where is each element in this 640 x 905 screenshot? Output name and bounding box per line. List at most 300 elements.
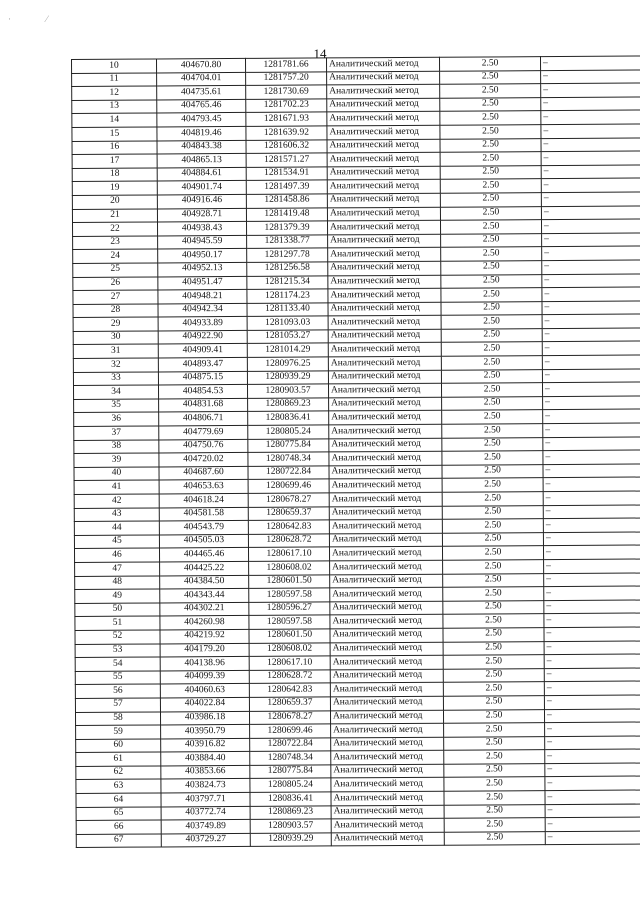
y-coordinate-cell: 1280642.83	[248, 520, 329, 534]
point-number-cell: 23	[73, 236, 158, 250]
x-coordinate-cell: 404618.24	[159, 493, 248, 507]
point-number-cell: 19	[72, 181, 157, 195]
method-cell: Аналитический метод	[329, 411, 442, 425]
y-coordinate-cell: 1280678.27	[248, 493, 329, 507]
y-coordinate-cell: 1281215.34	[247, 275, 328, 289]
point-number-cell: 46	[74, 548, 159, 562]
accuracy-cell: 2.50	[442, 424, 543, 438]
method-cell: Аналитический метод	[330, 642, 443, 656]
accuracy-cell: 2.50	[441, 261, 542, 275]
x-coordinate-cell: 404893.47	[158, 357, 247, 371]
point-number-cell: 59	[76, 725, 161, 739]
x-coordinate-cell: 403749.89	[161, 820, 250, 834]
method-cell: Аналитический метод	[327, 84, 440, 98]
x-coordinate-cell: 404687.60	[159, 466, 248, 480]
accuracy-cell: 2.50	[444, 736, 545, 750]
method-cell: Аналитический метод	[328, 370, 441, 384]
accuracy-cell: 2.50	[444, 750, 545, 764]
accuracy-cell: 2.50	[440, 152, 541, 166]
x-coordinate-cell: 403824.73	[161, 779, 250, 793]
note-cell: –	[544, 695, 640, 709]
note-cell: –	[541, 219, 640, 233]
method-cell: Аналитический метод	[329, 438, 442, 452]
y-coordinate-cell: 1281781.66	[245, 58, 326, 72]
x-coordinate-cell: 404950.17	[158, 249, 247, 263]
method-cell: Аналитический метод	[328, 383, 441, 397]
point-number-cell: 13	[72, 100, 157, 114]
point-number-cell: 41	[74, 480, 159, 494]
accuracy-cell: 2.50	[440, 193, 541, 207]
method-cell: Аналитический метод	[327, 220, 440, 234]
point-number-cell: 67	[76, 834, 161, 848]
note-cell: –	[545, 736, 640, 750]
point-number-cell: 38	[74, 440, 159, 454]
y-coordinate-cell: 1280722.84	[250, 738, 331, 752]
x-coordinate-cell: 404670.80	[157, 58, 246, 72]
x-coordinate-cell: 404779.69	[159, 425, 248, 439]
x-coordinate-cell: 404735.61	[157, 86, 246, 100]
y-coordinate-cell: 1281534.91	[246, 167, 327, 181]
y-coordinate-cell: 1280836.41	[248, 411, 329, 425]
y-coordinate-cell: 1281297.78	[247, 248, 328, 262]
x-coordinate-cell: 404831.68	[159, 398, 248, 412]
x-coordinate-cell: 403950.79	[161, 725, 250, 739]
y-coordinate-cell: 1280628.72	[248, 534, 329, 548]
note-cell: –	[543, 396, 640, 410]
point-number-cell: 29	[73, 317, 158, 331]
point-number-cell: 22	[72, 222, 157, 236]
note-cell: –	[544, 681, 640, 695]
method-cell: Аналитический метод	[331, 805, 444, 819]
method-cell: Аналитический метод	[330, 683, 443, 697]
accuracy-cell: 2.50	[443, 573, 544, 587]
note-cell: –	[543, 477, 640, 491]
x-coordinate-cell: 404952.13	[158, 262, 247, 276]
x-coordinate-cell: 404951.47	[158, 276, 247, 290]
note-cell: –	[542, 246, 640, 260]
x-coordinate-cell: 404099.39	[160, 670, 249, 684]
note-cell: –	[541, 110, 640, 124]
y-coordinate-cell: 1280722.84	[248, 466, 329, 480]
point-number-cell: 11	[72, 73, 157, 87]
note-cell: –	[545, 817, 640, 831]
accuracy-cell: 2.50	[442, 492, 543, 506]
point-number-cell: 66	[76, 820, 161, 834]
x-coordinate-cell: 404793.45	[157, 113, 246, 127]
accuracy-cell: 2.50	[441, 342, 542, 356]
x-coordinate-cell: 404704.01	[157, 72, 246, 86]
method-cell: Аналитический метод	[330, 669, 443, 683]
note-cell: –	[543, 505, 640, 519]
x-coordinate-cell: 404942.34	[158, 303, 247, 317]
x-coordinate-cell: 404843.38	[157, 140, 246, 154]
point-number-cell: 63	[76, 779, 161, 793]
accuracy-cell: 2.50	[444, 818, 545, 832]
accuracy-cell: 2.50	[443, 709, 544, 723]
method-cell: Аналитический метод	[329, 506, 442, 520]
y-coordinate-cell: 1280617.10	[248, 547, 329, 561]
point-number-cell: 10	[72, 59, 157, 73]
accuracy-cell: 2.50	[441, 288, 542, 302]
note-cell: –	[541, 124, 640, 138]
accuracy-cell: 2.50	[441, 247, 542, 261]
y-coordinate-cell: 1280608.02	[249, 561, 330, 575]
note-cell: –	[545, 831, 640, 845]
y-coordinate-cell: 1280608.02	[249, 642, 330, 656]
x-coordinate-cell: 404543.79	[159, 521, 248, 535]
point-number-cell: 36	[74, 412, 159, 426]
note-cell: –	[541, 151, 640, 165]
y-coordinate-cell: 1280939.29	[250, 833, 331, 847]
method-cell: Аналитический метод	[330, 560, 443, 574]
note-cell: –	[541, 178, 640, 192]
x-coordinate-cell: 404806.71	[159, 412, 248, 426]
method-cell: Аналитический метод	[330, 615, 443, 629]
note-cell: –	[545, 776, 640, 790]
accuracy-cell: 2.50	[443, 600, 544, 614]
x-coordinate-cell: 404179.20	[160, 643, 249, 657]
method-cell: Аналитический метод	[329, 533, 442, 547]
point-number-cell: 27	[73, 290, 158, 304]
method-cell: Аналитический метод	[330, 710, 443, 724]
accuracy-cell: 2.50	[442, 532, 543, 546]
accuracy-cell: 2.50	[443, 614, 544, 628]
coordinates-table	[71, 56, 640, 849]
note-cell: –	[544, 573, 640, 587]
y-coordinate-cell: 1280601.50	[249, 574, 330, 588]
y-coordinate-cell: 1281379.39	[246, 221, 327, 235]
note-cell: –	[545, 722, 640, 736]
accuracy-cell: 2.50	[442, 505, 543, 519]
point-number-cell: 35	[74, 399, 159, 413]
accuracy-cell: 2.50	[441, 233, 542, 247]
method-cell: Аналитический метод	[327, 193, 440, 207]
accuracy-cell: 2.50	[440, 220, 541, 234]
method-cell: Аналитический метод	[331, 737, 444, 751]
x-coordinate-cell: 404343.44	[160, 589, 249, 603]
y-coordinate-cell: 1280678.27	[249, 710, 330, 724]
note-cell: –	[544, 709, 640, 723]
note-cell: –	[541, 97, 640, 111]
point-number-cell: 25	[73, 263, 158, 277]
accuracy-cell: 2.50	[440, 84, 541, 98]
note-cell: –	[543, 423, 640, 437]
table-row	[76, 831, 640, 848]
method-cell: Аналитический метод	[327, 152, 440, 166]
note-cell: –	[542, 287, 640, 301]
note-cell: –	[542, 369, 640, 383]
point-number-cell: 45	[74, 535, 159, 549]
y-coordinate-cell: 1280659.37	[248, 507, 329, 521]
accuracy-cell: 2.50	[444, 831, 545, 845]
x-coordinate-cell: 404465.46	[159, 548, 248, 562]
method-cell: Аналитический метод	[327, 112, 440, 126]
y-coordinate-cell: 1280597.58	[249, 588, 330, 602]
x-coordinate-cell: 404060.63	[160, 684, 249, 698]
note-cell: –	[542, 341, 640, 355]
method-cell: Аналитический метод	[331, 723, 444, 737]
accuracy-cell: 2.50	[443, 628, 544, 642]
x-coordinate-cell: 403853.66	[161, 765, 250, 779]
y-coordinate-cell: 1280976.25	[247, 357, 328, 371]
note-cell: –	[543, 491, 640, 505]
x-coordinate-cell: 404581.58	[159, 507, 248, 521]
coordinates-table-body	[72, 56, 640, 848]
x-coordinate-cell: 403916.82	[161, 738, 250, 752]
y-coordinate-cell: 1280836.41	[250, 792, 331, 806]
y-coordinate-cell: 1280659.37	[249, 697, 330, 711]
y-coordinate-cell: 1280617.10	[249, 656, 330, 670]
point-number-cell: 28	[73, 304, 158, 318]
y-coordinate-cell: 1281606.32	[246, 140, 327, 154]
y-coordinate-cell: 1281671.93	[246, 112, 327, 126]
accuracy-cell: 2.50	[444, 763, 545, 777]
accuracy-cell: 2.50	[444, 723, 545, 737]
note-cell: –	[541, 165, 640, 179]
y-coordinate-cell: 1281174.23	[247, 289, 328, 303]
y-coordinate-cell: 1281458.86	[246, 194, 327, 208]
x-coordinate-cell: 404854.53	[158, 385, 247, 399]
accuracy-cell: 2.50	[442, 464, 543, 478]
point-number-cell: 51	[75, 616, 160, 630]
note-cell: –	[545, 749, 640, 763]
note-cell: –	[541, 138, 640, 152]
x-coordinate-cell: 404260.98	[160, 616, 249, 630]
x-coordinate-cell: 404302.21	[160, 602, 249, 616]
point-number-cell: 33	[73, 372, 158, 386]
x-coordinate-cell: 404653.63	[159, 480, 248, 494]
method-cell: Аналитический метод	[331, 764, 444, 778]
method-cell: Аналитический метод	[329, 451, 442, 465]
point-number-cell: 48	[75, 576, 160, 590]
method-cell: Аналитический метод	[329, 479, 442, 493]
y-coordinate-cell: 1280805.24	[250, 778, 331, 792]
accuracy-cell: 2.50	[440, 165, 541, 179]
point-number-cell: 54	[75, 657, 160, 671]
point-number-cell: 20	[72, 195, 157, 209]
accuracy-cell: 2.50	[442, 451, 543, 465]
x-coordinate-cell: 404720.02	[159, 453, 248, 467]
point-number-cell: 16	[72, 141, 157, 155]
method-cell: Аналитический метод	[330, 696, 443, 710]
y-coordinate-cell: 1280596.27	[249, 602, 330, 616]
point-number-cell: 43	[74, 508, 159, 522]
note-cell: –	[542, 301, 640, 315]
note-cell: –	[543, 437, 640, 451]
method-cell: Аналитический метод	[328, 234, 441, 248]
point-number-cell: 15	[72, 127, 157, 141]
x-coordinate-cell: 404901.74	[157, 181, 246, 195]
accuracy-cell: 2.50	[444, 777, 545, 791]
x-coordinate-cell: 404750.76	[159, 439, 248, 453]
point-number-cell: 18	[72, 168, 157, 182]
point-number-cell: 37	[74, 426, 159, 440]
y-coordinate-cell: 1280601.50	[249, 629, 330, 643]
x-coordinate-cell: 404933.89	[158, 317, 247, 331]
point-number-cell: 44	[74, 521, 159, 535]
point-number-cell: 47	[75, 562, 160, 576]
method-cell: Аналитический метод	[330, 587, 443, 601]
x-coordinate-cell: 404909.41	[158, 344, 247, 358]
note-cell: –	[542, 260, 640, 274]
point-number-cell: 42	[74, 494, 159, 508]
y-coordinate-cell: 1281338.77	[247, 235, 328, 249]
method-cell: Аналитический метод	[326, 57, 439, 71]
method-cell: Аналитический метод	[329, 492, 442, 506]
x-coordinate-cell: 403797.71	[161, 792, 250, 806]
accuracy-cell: 2.50	[443, 641, 544, 655]
method-cell: Аналитический метод	[328, 329, 441, 343]
x-coordinate-cell: 404505.03	[159, 534, 248, 548]
note-cell: –	[541, 83, 640, 97]
accuracy-cell: 2.50	[441, 383, 542, 397]
method-cell: Аналитический метод	[328, 343, 441, 357]
note-cell: –	[545, 763, 640, 777]
method-cell: Аналитический метод	[328, 275, 441, 289]
method-cell: Аналитический метод	[328, 261, 441, 275]
point-number-cell: 40	[74, 467, 159, 481]
point-number-cell: 12	[72, 86, 157, 100]
method-cell: Аналитический метод	[330, 574, 443, 588]
point-number-cell: 60	[76, 739, 161, 753]
accuracy-cell: 2.50	[440, 125, 541, 139]
note-cell: –	[542, 328, 640, 342]
method-cell: Аналитический метод	[329, 424, 442, 438]
x-coordinate-cell: 404928.71	[157, 208, 246, 222]
y-coordinate-cell: 1280748.34	[248, 452, 329, 466]
note-cell: –	[543, 545, 640, 559]
method-cell: Аналитический метод	[331, 751, 444, 765]
method-cell: Аналитический метод	[328, 316, 441, 330]
point-number-cell: 14	[72, 113, 157, 127]
accuracy-cell: 2.50	[444, 791, 545, 805]
method-cell: Аналитический метод	[330, 628, 443, 642]
y-coordinate-cell: 1280903.57	[247, 384, 328, 398]
y-coordinate-cell: 1281571.27	[246, 153, 327, 167]
scan-mark: ⁄	[46, 14, 48, 24]
note-cell: –	[541, 70, 640, 84]
y-coordinate-cell: 1281133.40	[247, 303, 328, 317]
method-cell: Аналитический метод	[328, 248, 441, 262]
accuracy-cell: 2.50	[442, 519, 543, 533]
note-cell: –	[544, 654, 640, 668]
note-cell: –	[542, 382, 640, 396]
accuracy-cell: 2.50	[442, 396, 543, 410]
point-number-cell: 26	[73, 276, 158, 290]
y-coordinate-cell: 1280748.34	[250, 751, 331, 765]
note-cell: –	[545, 804, 640, 818]
method-cell: Аналитический метод	[329, 519, 442, 533]
point-number-cell: 31	[73, 344, 158, 358]
x-coordinate-cell: 404916.46	[157, 194, 246, 208]
x-coordinate-cell: 403986.18	[160, 711, 249, 725]
note-cell: –	[543, 532, 640, 546]
y-coordinate-cell: 1281702.23	[246, 99, 327, 113]
method-cell: Аналитический метод	[330, 601, 443, 615]
y-coordinate-cell: 1280628.72	[249, 670, 330, 684]
point-number-cell: 17	[72, 154, 157, 168]
accuracy-cell: 2.50	[443, 696, 544, 710]
point-number-cell: 21	[72, 209, 157, 223]
method-cell: Аналитический метод	[328, 356, 441, 370]
note-cell: –	[544, 600, 640, 614]
accuracy-cell: 2.50	[440, 138, 541, 152]
accuracy-cell: 2.50	[440, 70, 541, 84]
y-coordinate-cell: 1280939.29	[247, 371, 328, 385]
y-coordinate-cell: 1280699.46	[248, 479, 329, 493]
x-coordinate-cell: 404875.15	[158, 371, 247, 385]
accuracy-cell: 2.50	[441, 274, 542, 288]
x-coordinate-cell: 404425.22	[160, 561, 249, 575]
y-coordinate-cell: 1280699.46	[250, 724, 331, 738]
point-number-cell: 62	[76, 766, 161, 780]
x-coordinate-cell: 404865.13	[157, 154, 246, 168]
note-cell: –	[541, 192, 640, 206]
point-number-cell: 30	[73, 331, 158, 345]
note-cell: –	[540, 56, 640, 70]
x-coordinate-cell: 403729.27	[161, 833, 250, 847]
y-coordinate-cell: 1281256.58	[247, 262, 328, 276]
note-cell: –	[544, 668, 640, 682]
point-number-cell: 34	[73, 385, 158, 399]
note-cell: –	[541, 206, 640, 220]
y-coordinate-cell: 1281014.29	[247, 343, 328, 357]
point-number-cell: 55	[75, 671, 160, 685]
point-number-cell: 56	[75, 684, 160, 698]
method-cell: Аналитический метод	[329, 547, 442, 561]
method-cell: Аналитический метод	[331, 778, 444, 792]
y-coordinate-cell: 1280869.23	[250, 806, 331, 820]
x-coordinate-cell: 404945.59	[158, 235, 247, 249]
point-number-cell: 61	[76, 752, 161, 766]
accuracy-cell: 2.50	[442, 410, 543, 424]
note-cell: –	[544, 559, 640, 573]
accuracy-cell: 2.50	[440, 111, 541, 125]
accuracy-cell: 2.50	[443, 587, 544, 601]
x-coordinate-cell: 404219.92	[160, 629, 249, 643]
y-coordinate-cell: 1280805.24	[248, 425, 329, 439]
y-coordinate-cell: 1280869.23	[248, 398, 329, 412]
page-number: 14	[313, 46, 327, 61]
y-coordinate-cell: 1281093.03	[247, 316, 328, 330]
method-cell: Аналитический метод	[331, 818, 444, 832]
x-coordinate-cell: 404922.90	[158, 330, 247, 344]
note-cell: –	[545, 790, 640, 804]
note-cell: –	[542, 314, 640, 328]
accuracy-cell: 2.50	[442, 546, 543, 560]
note-cell: –	[542, 355, 640, 369]
method-cell: Аналитический метод	[327, 207, 440, 221]
accuracy-cell: 2.50	[441, 301, 542, 315]
point-number-cell: 32	[73, 358, 158, 372]
y-coordinate-cell: 1281757.20	[246, 72, 327, 86]
note-cell: –	[543, 464, 640, 478]
x-coordinate-cell: 404938.43	[157, 222, 246, 236]
y-coordinate-cell: 1281053.27	[247, 330, 328, 344]
point-number-cell: 53	[75, 643, 160, 657]
method-cell: Аналитический метод	[328, 288, 441, 302]
y-coordinate-cell: 1280903.57	[250, 819, 331, 833]
x-coordinate-cell: 403772.74	[161, 806, 250, 820]
x-coordinate-cell: 404022.84	[160, 697, 249, 711]
method-cell: Аналитический метод	[331, 791, 444, 805]
accuracy-cell: 2.50	[441, 329, 542, 343]
x-coordinate-cell: 404765.46	[157, 99, 246, 113]
accuracy-cell: 2.50	[442, 437, 543, 451]
accuracy-cell: 2.50	[440, 179, 541, 193]
y-coordinate-cell: 1281497.39	[246, 180, 327, 194]
accuracy-cell: 2.50	[443, 682, 544, 696]
